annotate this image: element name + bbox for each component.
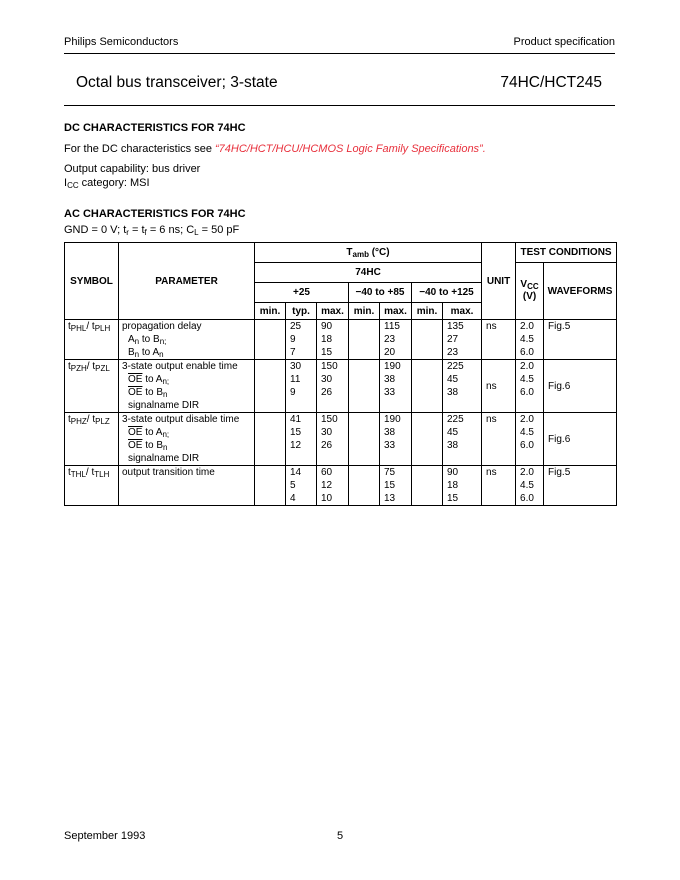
col-tamb: $T_{amb}$ (°C) xyxy=(255,243,482,263)
parameter-cell: propagation delay $A_n$ to $B_{n;}$ $B_n$ to $A_n$ xyxy=(119,320,255,360)
symbol-cell: $t_{PHZ}/$ $t_{PLZ}$ xyxy=(65,413,119,466)
ac-characteristics-table xyxy=(64,242,617,506)
dc-heading: DC CHARACTERISTICS FOR 74HC xyxy=(64,122,246,134)
parameter-cell: 3-state output enable time $\overline{OE}$ to $A_{n;}$ $\overline{OE}$ to $B_n$ signalname DIR xyxy=(119,360,255,413)
col-range-25: +25 xyxy=(255,283,349,303)
header-rule-bottom xyxy=(64,105,615,106)
table-row: $t_{THL}/$ $t_{TLH}$ output transition time 14 5 4 60 12 10 75 15 13 90 18 15 ns 2.0 4.5 6.0 Fig.5 xyxy=(65,466,617,506)
parameter-cell: output transition time xyxy=(119,466,255,506)
dc-intro: For the DC characteristics see “74HC/HCT/HCU/HCMOS Logic Family Specifications”. xyxy=(64,143,486,155)
ac-conditions: GND = 0 V; $t_r = t_f = 6$ ns; $C_L = 50$ pF xyxy=(64,224,240,237)
col-unit: UNIT xyxy=(482,243,516,320)
col-max-125: max. xyxy=(443,303,482,320)
col-range-85: −40 to +85 xyxy=(349,283,412,303)
document-type: Product specification xyxy=(513,36,615,48)
parameter-cell: 3-state output disable time $\overline{OE}$ to $A_{n;}$ $\overline{OE}$ to $B_n$ signalname DIR xyxy=(119,413,255,466)
col-min-125: min. xyxy=(412,303,443,320)
col-parameter: PARAMETER xyxy=(119,243,255,320)
table-row: $t_{PHZ}/$ $t_{PLZ}$ 3-state output disable time $\overline{OE}$ to $A_{n;}$ $\overline{OE}$ to $B_n$ signalname DIR 41 15 12 150 30 26 190 38 33 225 45 38 ns 2.0 4.5 6.0 Fig.6 xyxy=(65,413,617,466)
col-symbol: SYMBOL xyxy=(65,243,119,320)
page-title: Octal bus transceiver; 3-state xyxy=(76,74,278,91)
col-max-25: max. xyxy=(317,303,349,320)
col-family: 74HC xyxy=(255,263,482,283)
col-test-conditions: TEST CONDITIONS xyxy=(516,243,617,263)
symbol-cell: $t_{THL}/$ $t_{TLH}$ xyxy=(65,466,119,506)
col-waveforms: WAVEFORMS xyxy=(544,263,617,320)
col-max-85: max. xyxy=(380,303,412,320)
table-row: $t_{PHL}/$ $t_{PLH}$ propagation delay $A_n$ to $B_{n;}$ $B_n$ to $A_n$ 25 9 7 90 18 15 115 23 20 135 27 23 ns 2.0 4.5 6.0 Fig.5 xyxy=(65,320,617,360)
part-number: 74HC/HCT245 xyxy=(500,74,602,91)
footer-date: September 1993 xyxy=(64,830,146,842)
col-typ-25: typ. xyxy=(286,303,317,320)
col-min-25: min. xyxy=(255,303,286,320)
dc-spec-link[interactable]: “74HC/HCT/HCU/HCMOS Logic Family Specifications” xyxy=(215,143,483,155)
icc-category: $I_{CC}$ category: MSI xyxy=(64,177,150,190)
col-vcc: $V_{CC}$ (V) xyxy=(516,263,544,320)
table-row: $t_{PZH}/$ $t_{PZL}$ 3-state output enable time $\overline{OE}$ to $A_{n;}$ $\overline{OE}$ to $B_n$ signalname DIR 30 11 9 150 30 26 190 38 33 225 45 38 ns 2.0 4.5 6.0 Fig.6 xyxy=(65,360,617,413)
col-min-85: min. xyxy=(349,303,380,320)
symbol-cell: $t_{PZH}/$ $t_{PZL}$ xyxy=(65,360,119,413)
output-capability: Output capability: bus driver xyxy=(64,163,201,175)
header-rule-top xyxy=(64,53,615,54)
ac-heading: AC CHARACTERISTICS FOR 74HC xyxy=(64,208,246,220)
company-name: Philips Semiconductors xyxy=(64,36,179,48)
col-range-125: −40 to +125 xyxy=(412,283,482,303)
page-number: 5 xyxy=(337,830,344,842)
symbol-cell: $t_{PHL}/$ $t_{PLH}$ xyxy=(65,320,119,360)
